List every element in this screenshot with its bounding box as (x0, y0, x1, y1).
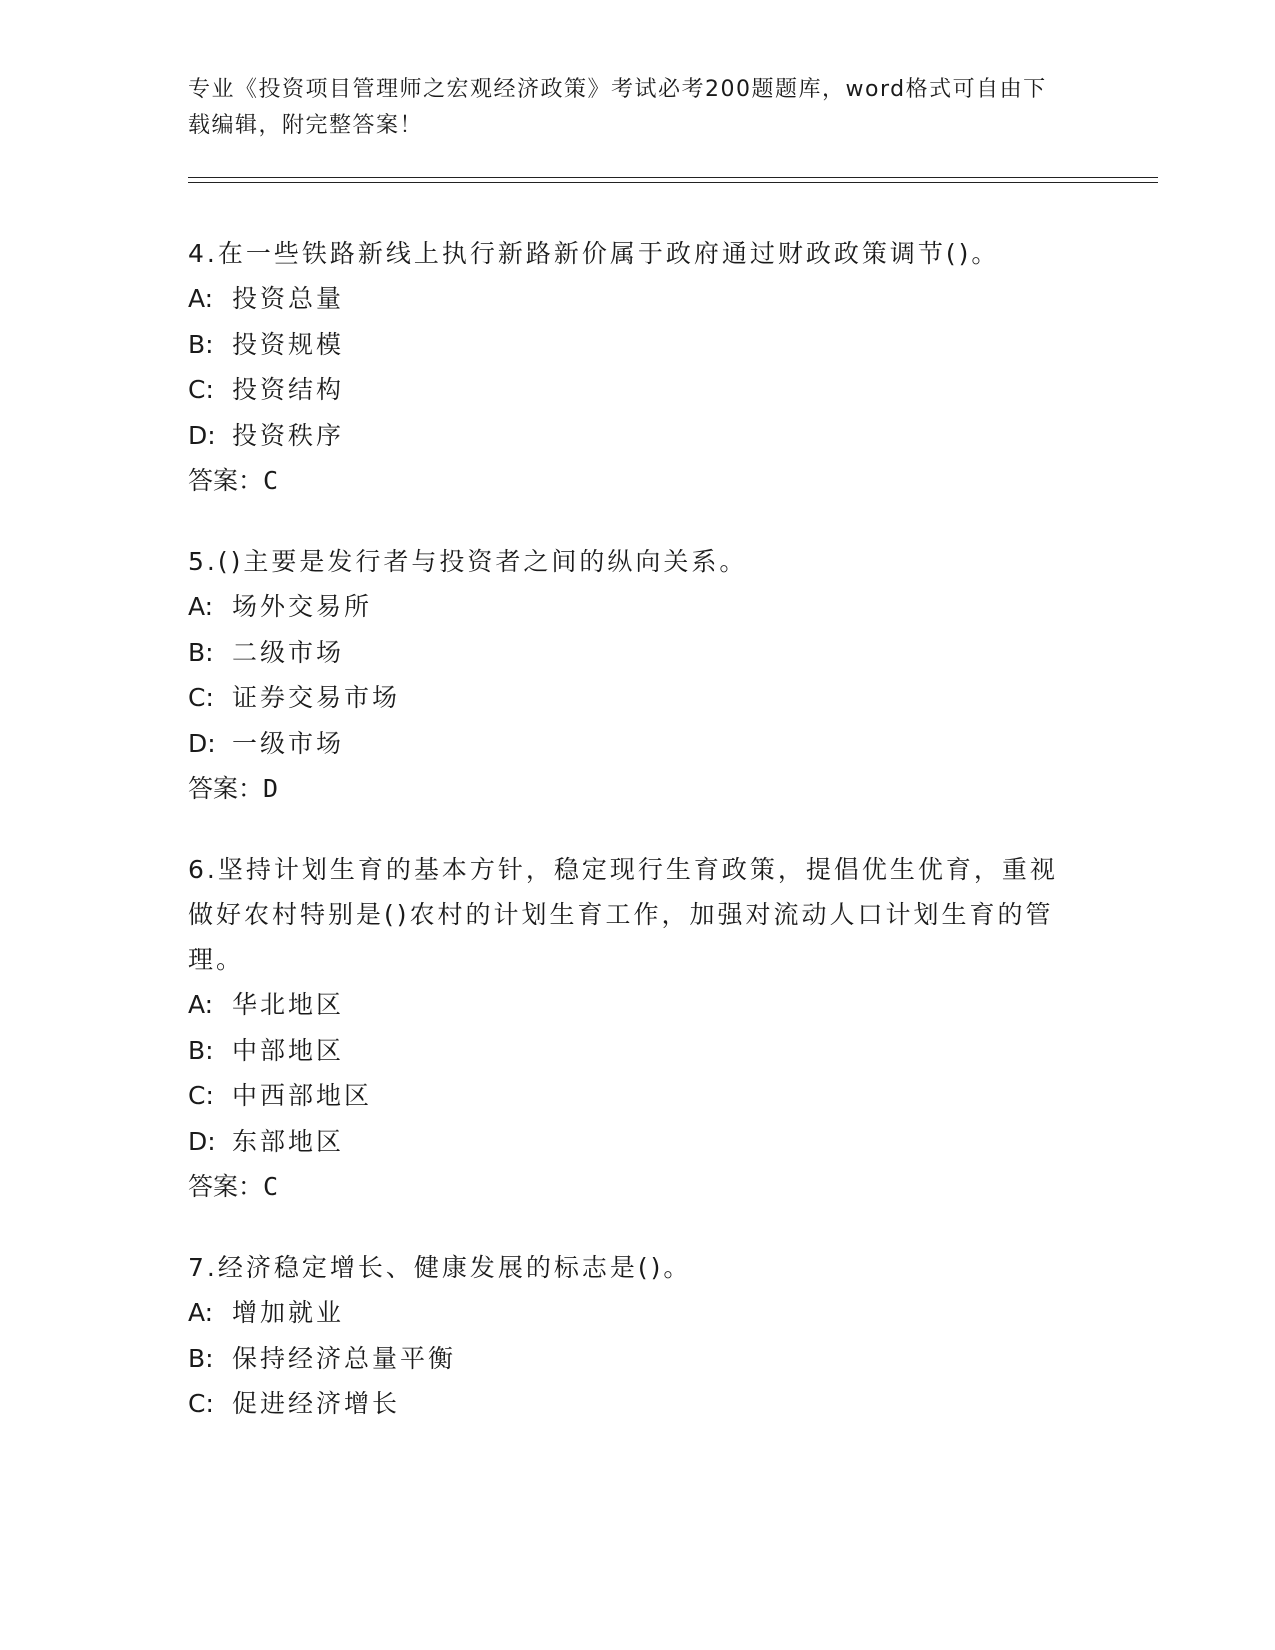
option-text: 投资总量 (232, 284, 345, 313)
option-letter: A: (188, 284, 214, 313)
answer-label: 答案： (188, 466, 264, 495)
option-c (188, 1073, 1068, 1119)
question-stem: 7.经济稳定增长、健康发展的标志是()。 (188, 1253, 692, 1282)
option-text: 证券交易市场 (232, 683, 401, 712)
answer-line (188, 1164, 1068, 1209)
answer-line (188, 766, 1068, 811)
option-text: 一级市场 (232, 728, 345, 758)
option-a (188, 1290, 1068, 1336)
option-d (188, 721, 1068, 767)
option-letter: D: (188, 728, 216, 758)
option-b (188, 322, 1068, 368)
option-letter: C: (188, 1081, 214, 1110)
option-letter: A: (188, 592, 214, 621)
option-text: 二级市场 (232, 637, 345, 667)
option-letter: A: (188, 990, 214, 1019)
option-c (188, 367, 1068, 413)
header-divider-bottom (188, 182, 1158, 183)
option-text: 促进经济增长 (232, 1389, 401, 1418)
answer-value: C (263, 466, 279, 495)
answer-line (188, 458, 1068, 503)
answer-value: D (263, 774, 279, 803)
option-text: 东部地区 (232, 1126, 345, 1156)
option-letter: B: (188, 1343, 214, 1373)
document-page (188, 0, 1158, 1650)
answer-label: 答案： (188, 1172, 264, 1201)
option-text: 中部地区 (232, 1035, 345, 1065)
option-text: 投资规模 (232, 329, 345, 359)
option-text: 场外交易所 (232, 592, 373, 621)
question-list (188, 231, 1068, 1463)
option-b (188, 1336, 1068, 1382)
option-letter: B: (188, 329, 214, 359)
option-letter: B: (188, 637, 214, 667)
question-stem: 5.()主要是发行者与投资者之间的纵向关系。 (188, 547, 748, 576)
option-text: 保持经济总量平衡 (232, 1343, 457, 1373)
option-text: 投资结构 (232, 375, 345, 404)
option-b (188, 1028, 1068, 1074)
option-text: 增加就业 (232, 1298, 345, 1327)
question-6 (188, 847, 1068, 1209)
option-c (188, 1381, 1068, 1427)
option-letter: D: (188, 420, 216, 450)
option-d (188, 413, 1068, 459)
question-4 (188, 231, 1068, 503)
question-stem: 6.坚持计划生育的基本方针，稳定现行生育政策，提倡优生优育，重视做好农村特别是()农村的计划生育工作，加强对流动人口计划生育的管理。 (188, 855, 1058, 974)
header-divider-top (188, 177, 1158, 178)
option-d (188, 1119, 1068, 1165)
option-text: 投资秩序 (232, 420, 345, 450)
answer-label: 答案： (188, 774, 264, 803)
option-letter: A: (188, 1298, 214, 1327)
option-letter: B: (188, 1035, 214, 1065)
option-text: 中西部地区 (232, 1081, 373, 1110)
option-b (188, 630, 1068, 676)
answer-value: C (263, 1172, 279, 1201)
question-7 (188, 1245, 1068, 1427)
question-stem: 4.在一些铁路新线上执行新路新价属于政府通过财政政策调节()。 (188, 239, 1000, 268)
option-a (188, 584, 1068, 630)
option-letter: C: (188, 375, 214, 404)
option-letter: C: (188, 683, 214, 712)
option-a (188, 276, 1068, 322)
option-letter: C: (188, 1389, 214, 1418)
option-c (188, 675, 1068, 721)
option-letter: D: (188, 1126, 216, 1156)
option-a (188, 982, 1068, 1028)
option-text: 华北地区 (232, 990, 345, 1019)
question-5 (188, 539, 1068, 811)
document-header: 专业《投资项目管理师之宏观经济政策》考试必考200题题库，word格式可自由下载编辑，附完整答案！ (188, 77, 1047, 138)
